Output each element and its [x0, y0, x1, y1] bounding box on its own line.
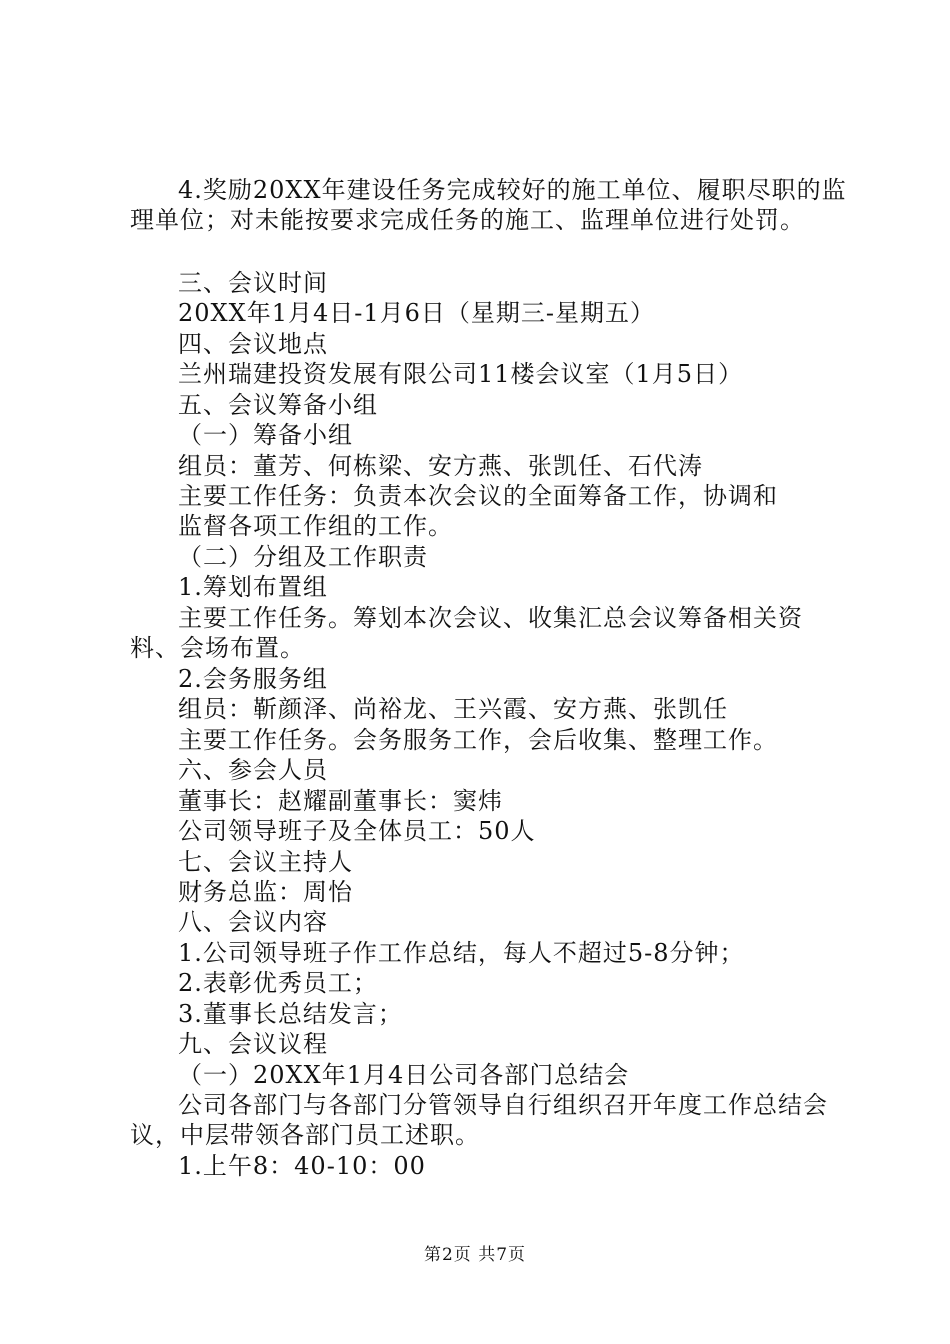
section-heading-attendees: 六、参会人员	[178, 756, 328, 784]
preparation-group-members: 组员：董芳、何栋梁、安方燕、张凯任、石代涛	[178, 452, 703, 480]
section-heading-host: 七、会议主持人	[178, 848, 353, 876]
subheading-groups-duties: （二）分组及工作职责	[178, 543, 428, 571]
body-paragraph-reward: 4.奖励20XX年建设任务完成较好的施工单位、履职尽职的监理单位；对未能按要求完成任务的施工、监理单位进行处罚。	[130, 176, 847, 234]
attendees-staff: 公司领导班子及全体员工：50人	[178, 817, 536, 845]
section-heading-meeting-time: 三、会议时间	[178, 269, 328, 297]
service-group-title: 2.会务服务组	[178, 665, 328, 693]
content-item-2: 2.表彰优秀员工；	[178, 969, 378, 997]
planning-group-title: 1.筹划布置组	[178, 573, 328, 601]
attendees-chairman: 董事长：赵耀副董事长：窦炜	[178, 787, 503, 815]
agenda-paragraph: 公司各部门与各部门分管领导自行组织召开年度工作总结会议，中层带领各部门员工述职。	[130, 1091, 828, 1149]
host-name: 财务总监：周怡	[178, 878, 353, 906]
subheading-preparation-group: （一）筹备小组	[178, 421, 353, 449]
content-item-1: 1.公司领导班子作工作总结，每人不超过5-8分钟；	[178, 939, 745, 967]
meeting-location-text: 兰州瑞建投资发展有限公司11楼会议室（1月5日）	[178, 360, 744, 388]
section-heading-meeting-location: 四、会议地点	[178, 330, 328, 358]
preparation-group-task-line2: 监督各项工作组的工作。	[178, 512, 453, 540]
service-group-members: 组员：靳颜泽、尚裕龙、王兴霞、安方燕、张凯任	[178, 695, 728, 723]
section-heading-agenda: 九、会议议程	[178, 1030, 328, 1058]
page-footer: 第2页 共7页	[423, 1245, 527, 1265]
planning-group-task: 主要工作任务。筹划本次会议、收集汇总会议筹备相关资料、会场布置。	[130, 604, 803, 662]
section-heading-content: 八、会议内容	[178, 908, 328, 936]
preparation-group-task-line1: 主要工作任务：负责本次会议的全面筹备工作，协调和	[178, 482, 778, 510]
service-group-task: 主要工作任务。会务服务工作，会后收集、整理工作。	[178, 726, 778, 754]
meeting-time-text: 20XX年1月4日-1月6日（星期三-星期五）	[178, 299, 656, 327]
content-item-3: 3.董事长总结发言；	[178, 1000, 403, 1028]
section-heading-preparation-group: 五、会议筹备小组	[178, 391, 378, 419]
agenda-subheading-1: （一）20XX年1月4日公司各部门总结会	[178, 1061, 630, 1089]
agenda-time-1: 1.上午8：40-10：00	[178, 1152, 426, 1180]
